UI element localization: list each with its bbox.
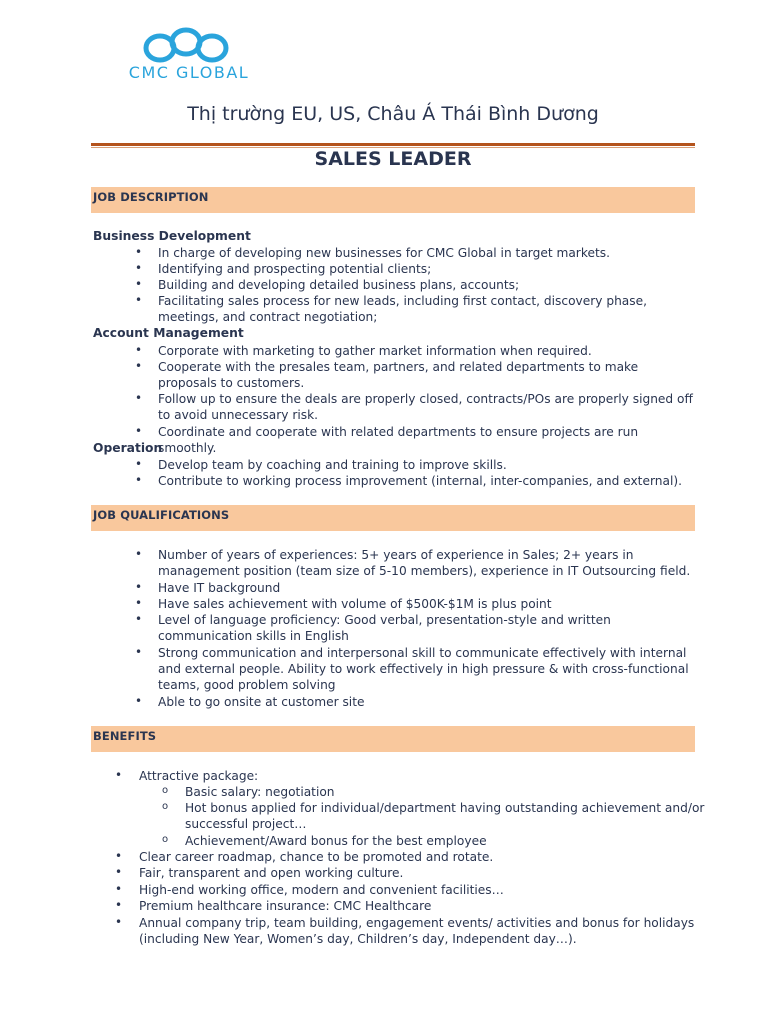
bullet-icon: • <box>135 391 143 405</box>
cmc-global-logo <box>100 26 278 84</box>
list-item: Have IT background <box>158 581 281 595</box>
list-item: Premium healthcare insurance: CMC Healthcare <box>139 899 432 913</box>
list-item: Facilitating sales process for new leads, including first contact, discovery phase, meetings, and contract negotiation; <box>158 294 647 325</box>
list-item: Clear career roadmap, chance to be promoted and rotate. <box>139 850 494 864</box>
bullet-icon: • <box>135 580 143 594</box>
logo-text: CMC GLOBAL <box>128 63 250 82</box>
bullet-icon: • <box>135 277 143 291</box>
header-divider <box>91 143 695 146</box>
list-item: Able to go onsite at customer site <box>158 695 365 709</box>
list-item: Attractive package: <box>139 769 259 783</box>
section-heading: JOB QUALIFICATIONS <box>93 508 230 522</box>
bullet-icon: • <box>115 849 123 863</box>
bullet-icon: • <box>135 612 143 626</box>
page-title: SALES LEADER <box>314 148 472 170</box>
bullet-icon: • <box>135 457 143 471</box>
circle-bullet-icon: o <box>162 834 169 845</box>
list-item: High-end working office, modern and convenient facilities… <box>139 883 504 897</box>
market-subtitle: Thị trường EU, US, Châu Á Thái Bình Dương <box>187 103 599 125</box>
list-item: Identifying and prospecting potential clients; <box>158 262 432 276</box>
section-heading: BENEFITS <box>93 729 157 743</box>
bullet-icon: • <box>135 694 143 708</box>
section-band-job-qualifications <box>91 505 695 531</box>
list-item: Coordinate and cooperate with related departments to ensure projects are run smoothly. <box>158 425 639 456</box>
circle-bullet-icon: o <box>162 785 169 796</box>
group-title: Account Management <box>93 326 244 340</box>
bullet-icon: • <box>135 359 143 373</box>
bullet-icon: • <box>135 245 143 259</box>
bullet-icon: • <box>115 865 123 879</box>
list-item: Develop team by coaching and training to improve skills. <box>158 458 507 472</box>
list-item: Level of language proficiency: Good verbal, presentation-style and written communication skills in English <box>158 613 611 644</box>
bullet-icon: • <box>135 596 143 610</box>
list-item: Cooperate with the presales team, partners, and related departments to make proposals to customers. <box>158 360 639 391</box>
list-item: Number of years of experiences: 5+ years of experience in Sales; 2+ years in management position (team size of 5-10 members), experience in IT Outsourcing field. <box>158 548 691 579</box>
list-item: Follow up to ensure the deals are properly closed, contracts/POs are properly signed off to avoid unnecessary risk. <box>158 392 693 423</box>
section-heading: JOB DESCRIPTION <box>93 190 209 204</box>
bullet-icon: • <box>135 343 143 357</box>
bullet-icon: • <box>135 293 143 307</box>
list-item: Building and developing detailed business plans, accounts; <box>158 278 520 292</box>
sub-list-item: Hot bonus applied for individual/department having outstanding achievement and/or successful project… <box>185 801 705 832</box>
bullet-icon: • <box>115 915 123 929</box>
bullet-icon: • <box>135 261 143 275</box>
bullet-icon: • <box>135 424 143 438</box>
list-item: Strong communication and interpersonal skill to communicate effectively with internal and external people. Ability to work effectively in high pressure & with cross-functional teams, good problem solving <box>158 646 689 693</box>
group-title: Business Development <box>93 229 251 243</box>
list-item: Contribute to working process improvement (internal, inter-companies, and external). <box>158 474 682 488</box>
group-title: Operation <box>93 441 163 455</box>
bullet-icon: • <box>115 882 123 896</box>
sub-list-item: Basic salary: negotiation <box>185 785 335 799</box>
list-item: Have sales achievement with volume of $500K-$1M is plus point <box>158 597 552 611</box>
bullet-icon: • <box>115 768 123 782</box>
sub-list-item: Achievement/Award bonus for the best employee <box>185 834 487 848</box>
logo-mark-icon <box>100 26 278 84</box>
bullet-icon: • <box>135 547 143 561</box>
bullet-icon: • <box>135 473 143 487</box>
circle-bullet-icon: o <box>162 801 169 812</box>
section-band-job-description <box>91 187 695 213</box>
list-item: Fair, transparent and open working culture. <box>139 866 404 880</box>
list-item: Annual company trip, team building, engagement events/ activities and bonus for holidays (including New Year, Women’s day, Children’s day, Independent day…). <box>139 916 695 947</box>
list-item: In charge of developing new businesses for CMC Global in target markets. <box>158 246 610 260</box>
bullet-icon: • <box>135 645 143 659</box>
section-band-benefits <box>91 726 695 752</box>
list-item: Corporate with marketing to gather market information when required. <box>158 344 592 358</box>
bullet-icon: • <box>115 898 123 912</box>
